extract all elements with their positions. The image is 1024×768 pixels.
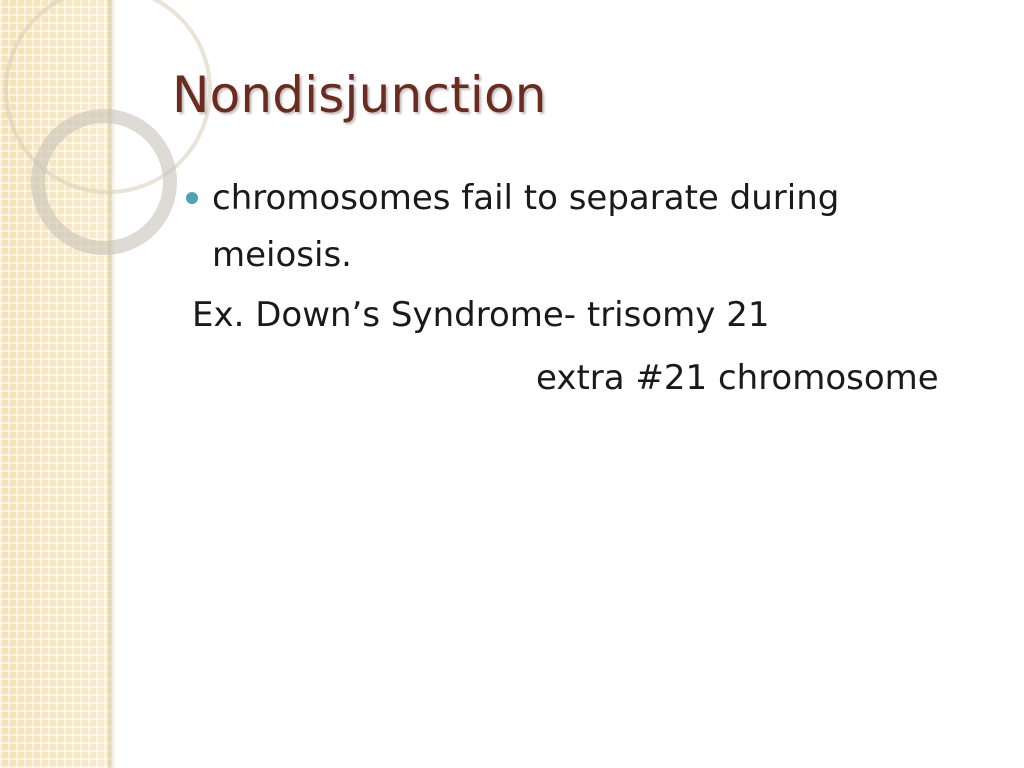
- slide-title: Nondisjunction: [172, 66, 547, 124]
- bullet-text-line-1: chromosomes fail to separate during: [212, 178, 840, 218]
- example-line: Ex. Down’s Syndrome- trisomy 21: [192, 295, 770, 335]
- decorative-circles-icon: [0, 0, 200, 280]
- example-detail: extra #21 chromosome: [536, 358, 939, 398]
- bullet-dot-icon: [186, 192, 198, 204]
- bullet-text-line-2: meiosis.: [212, 235, 352, 275]
